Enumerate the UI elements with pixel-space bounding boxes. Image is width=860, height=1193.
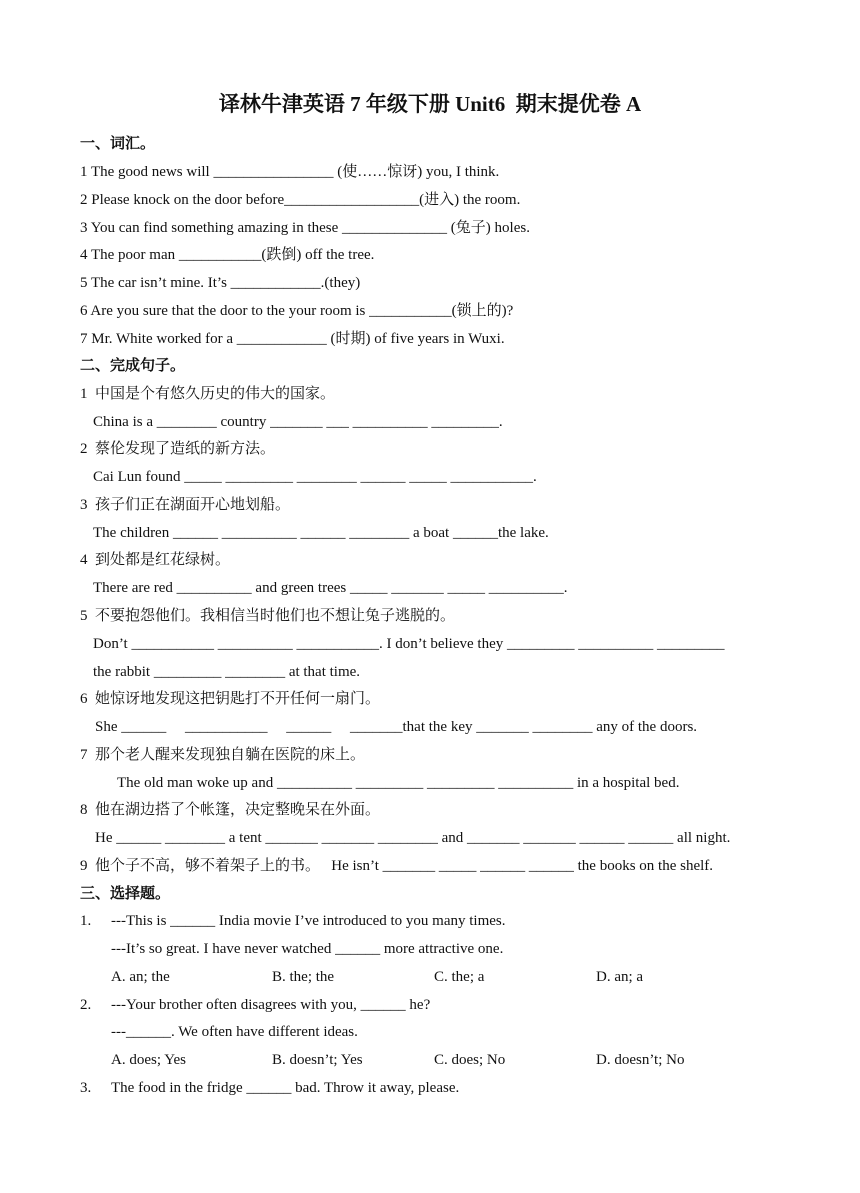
vocab-item-2: 2 Please knock on the door before__________________(进入) the room.	[80, 192, 521, 208]
sentence-3-english: The children ______ __________ ______ ________ a boat ______the lake.	[93, 525, 549, 541]
vocab-item-7: 7 Mr. White worked for a ____________ (时期) of five years in Wuxi.	[80, 331, 505, 347]
question-3-number: 3.	[80, 1080, 92, 1096]
vocab-item-5: 5 The car isn’t mine. It’s ____________.(they)	[80, 275, 361, 291]
sentence-7-chinese: 7 那个老人醒来发现独自躺在医院的床上。	[80, 747, 366, 763]
question-1-number: 1.	[80, 913, 92, 929]
question-2-number: 2.	[80, 997, 92, 1013]
sentence-1-chinese: 1 中国是个有悠久历史的伟大的国家。	[80, 386, 336, 402]
sentence-4-chinese: 4 到处都是红花绿树。	[80, 552, 231, 568]
question-2-option-a: A. does; Yes	[111, 1052, 187, 1068]
vocab-item-4: 4 The poor man ___________(跌倒) off the tree.	[80, 247, 375, 263]
question-2-option-d: D. doesn’t; No	[596, 1052, 685, 1068]
section-heading-choice: 三、选择题。	[80, 886, 171, 902]
sentence-6-chinese: 6 她惊讶地发现这把钥匙打不开任何一扇门。	[80, 691, 381, 707]
question-2-option-b: B. doesn’t; Yes	[272, 1052, 363, 1068]
page-title: 译林牛津英语 7 年级下册 Unit6 期末提优卷 A	[218, 92, 642, 116]
sentence-3-chinese: 3 孩子们正在湖面开心地划船。	[80, 497, 291, 513]
question-2-line-1: ---Your brother often disagrees with you, ______ he?	[111, 997, 431, 1013]
sentence-5-english-line-2: the rabbit _________ ________ at that time.	[93, 664, 361, 680]
sentence-8-english: He ______ ________ a tent _______ _______ ________ and _______ _______ ______ ______ all night.	[95, 830, 731, 846]
sentence-4-english: There are red __________ and green trees _____ _______ _____ __________.	[93, 580, 568, 596]
question-1-line-2: ---It’s so great. I have never watched ______ more attractive one.	[111, 941, 504, 957]
sentence-6-english: She ______ ___________ ______ _______that the key _______ ________ any of the doors.	[95, 719, 698, 735]
section-heading-vocabulary: 一、词汇。	[80, 136, 156, 152]
section-heading-sentences: 二、完成句子。	[80, 358, 186, 374]
sentence-2-english: Cai Lun found _____ _________ ________ ______ _____ ___________.	[93, 469, 537, 485]
question-1-option-d: D. an; a	[596, 969, 644, 985]
question-1-line-1: ---This is ______ India movie I’ve introduced to you many times.	[111, 913, 506, 929]
question-1-option-c: C. the; a	[434, 969, 485, 985]
question-2-option-c: C. does; No	[434, 1052, 506, 1068]
vocab-item-6: 6 Are you sure that the door to the your room is ___________(锁上的)?	[80, 303, 514, 319]
sentence-7-english: The old man woke up and __________ _________ _________ __________ in a hospital bed.	[117, 775, 680, 791]
sentence-9: 9 他个子不高，够不着架子上的书。 He isn’t _______ _____ ______ ______ the books on the shelf.	[80, 858, 714, 874]
question-3-line-1: The food in the fridge ______ bad. Throw it away, please.	[111, 1080, 460, 1096]
question-2-line-2: ---______. We often have different ideas.	[111, 1024, 358, 1040]
sentence-8-chinese: 8 他在湖边搭了个帐篷，决定整晚呆在外面。	[80, 802, 381, 818]
question-1-option-b: B. the; the	[272, 969, 335, 985]
vocab-item-1: 1 The good news will ________________ (使……惊讶) you, I think.	[80, 164, 500, 180]
vocab-item-3: 3 You can find something amazing in these ______________ (兔子) holes.	[80, 220, 530, 236]
sentence-1-english: China is a ________ country _______ ___ __________ _________.	[93, 414, 503, 430]
question-1-option-a: A. an; the	[111, 969, 170, 985]
sentence-5-english-line-1: Don’t ___________ __________ ___________. I don’t believe they _________ __________ _________	[93, 636, 725, 652]
sentence-2-chinese: 2 蔡伦发现了造纸的新方法。	[80, 441, 276, 457]
sentence-5-chinese: 5 不要抱怨他们。我相信当时他们也不想让兔子逃脱的。	[80, 608, 456, 624]
